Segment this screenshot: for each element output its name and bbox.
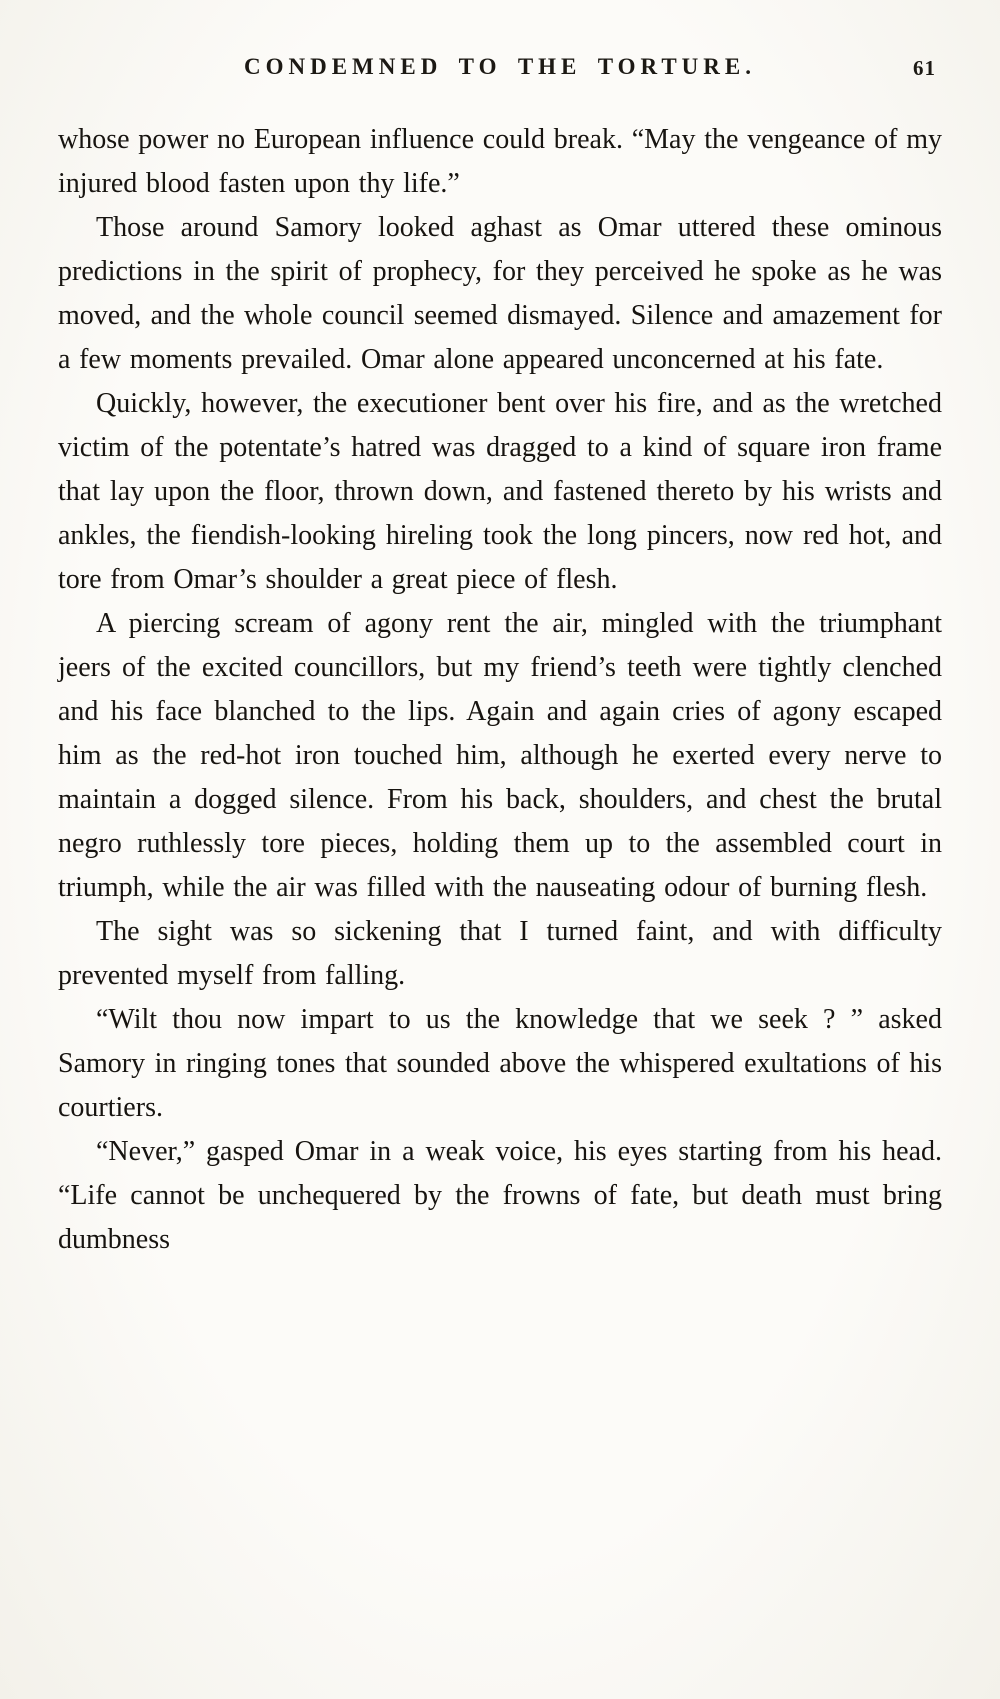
page-number: 61	[913, 56, 936, 80]
paragraph: whose power no European influence could break. “May the vengeance of my injured blood fasten upon thy life.”	[58, 124, 942, 199]
page-body	[58, 118, 942, 1262]
paragraph: “Wilt thou now impart to us the knowledge that we seek ? ” asked Samory in ringing tones that sounded above the whispered exultations of his courtiers.	[58, 1004, 942, 1123]
paragraph: The sight was so sickening that I turned faint, and with difficulty prevented myself from falling.	[58, 916, 942, 991]
paragraph: Quickly, however, the executioner bent over his fire, and as the wretched victim of the potentate’s hatred was dragged to a kind of square iron frame that lay upon the floor, thrown down, and fastened thereto by his wrists and ankles, the fiendish-looking hireling took the long pincers, now red hot, and tore from Omar’s shoulder a great piece of flesh.	[58, 388, 942, 595]
paragraph: “Never,” gasped Omar in a weak voice, his eyes starting from his head. “Life cannot be unchequered by the frowns of fate, but death must bring dumbness	[58, 1136, 942, 1255]
running-head	[58, 46, 942, 92]
paragraph: A piercing scream of agony rent the air, mingled with the triumphant jeers of the excited councillors, but my friend’s teeth were tightly clenched and his face blanched to the lips. Again and again cries of agony escaped him as the red-hot iron touched him, although he exerted every nerve to maintain a dogged silence. From his back, shoulders, and chest the brutal negro ruthlessly tore pieces, holding them up to the assembled court in triumph, while the air was filled with the nauseating odour of burning flesh.	[58, 608, 942, 903]
paragraph: Those around Samory looked aghast as Omar uttered these ominous predictions in the spirit of prophecy, for they perceived he spoke as he was moved, and the whole council seemed dismayed. Silence and amazement for a few moments prevailed. Omar alone appeared unconcerned at his fate.	[58, 212, 942, 375]
page-header-title: CONDEMNED TO THE TORTURE.	[244, 54, 756, 79]
